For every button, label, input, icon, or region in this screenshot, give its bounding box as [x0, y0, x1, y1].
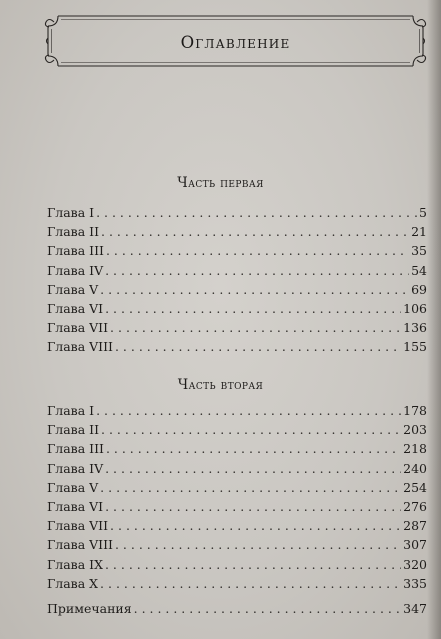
- toc-entry[interactable]: [47, 280, 427, 299]
- chapter-label: Глава II: [47, 422, 100, 438]
- dot-leader: [101, 420, 401, 439]
- toc-entry[interactable]: [47, 535, 427, 554]
- page-number: 276: [403, 498, 427, 514]
- dot-leader: [100, 280, 409, 299]
- toc-entry[interactable]: [47, 555, 427, 574]
- part-two-heading: Часть вторая: [177, 377, 264, 393]
- dot-leader: [110, 318, 401, 337]
- chapter-label: Глава VI: [47, 300, 104, 316]
- page-number: 35: [411, 243, 427, 259]
- chapter-label: Глава III: [47, 441, 104, 457]
- toc-entry[interactable]: [47, 478, 427, 497]
- chapter-label: Глава IV: [47, 262, 104, 278]
- dot-leader: [96, 203, 417, 222]
- dot-leader: [106, 241, 409, 260]
- chapter-label: Глава IX: [47, 556, 103, 572]
- page-number: 136: [403, 320, 427, 336]
- toc-entry[interactable]: [47, 318, 427, 337]
- chapter-label: Глава I: [47, 403, 95, 418]
- dot-leader: [115, 535, 401, 554]
- page-number: 320: [403, 556, 427, 572]
- page-number: 69: [411, 281, 427, 297]
- page-number: 335: [403, 575, 427, 591]
- dot-leader: [105, 261, 409, 280]
- toc-entry[interactable]: [47, 299, 427, 318]
- notes-section: [47, 599, 427, 618]
- title-ornament-frame: [44, 12, 427, 70]
- chapter-label: Глава VIII: [47, 339, 113, 355]
- toc-entry[interactable]: [47, 337, 427, 356]
- page-number: 347: [403, 601, 427, 616]
- page-number: 218: [403, 441, 427, 457]
- chapter-label: Глава II: [47, 224, 100, 240]
- toc-entry[interactable]: [47, 497, 427, 516]
- dot-leader: [105, 299, 401, 318]
- chapter-label: Глава VIII: [47, 537, 113, 553]
- page-number: 203: [403, 422, 427, 438]
- chapter-label: Глава V: [47, 479, 99, 495]
- chapter-label: Глава III: [47, 243, 104, 259]
- page-number: 307: [403, 537, 427, 553]
- toc-entry[interactable]: [47, 574, 427, 593]
- page-number: 240: [403, 460, 427, 476]
- toc-entry[interactable]: [47, 203, 427, 222]
- toc-entry[interactable]: [47, 222, 427, 241]
- page-number: 54: [411, 262, 427, 278]
- toc-entry[interactable]: [47, 459, 427, 478]
- chapter-label: Глава X: [47, 575, 99, 591]
- chapter-label: Глава VII: [47, 320, 109, 336]
- dot-leader: [96, 401, 401, 420]
- dot-leader: [134, 599, 402, 618]
- toc-entry[interactable]: [47, 420, 427, 439]
- toc-entry[interactable]: [47, 241, 427, 260]
- page-number: 155: [403, 339, 427, 355]
- chapter-label: Глава V: [47, 281, 99, 297]
- page-number: 106: [403, 300, 427, 316]
- part-one-heading: Часть первая: [177, 175, 264, 191]
- chapter-label: Глава VI: [47, 498, 104, 514]
- dot-leader: [115, 337, 401, 356]
- toc-entry[interactable]: [47, 261, 427, 280]
- dot-leader: [100, 478, 401, 497]
- dot-leader: [101, 222, 409, 241]
- dot-leader: [105, 497, 401, 516]
- toc-entry[interactable]: [47, 401, 427, 420]
- page-number: 287: [403, 518, 427, 534]
- notes-label: Примечания: [47, 601, 132, 616]
- chapter-label: Глава IV: [47, 460, 104, 476]
- page-number: 178: [403, 403, 427, 418]
- chapter-label: Глава I: [47, 205, 95, 220]
- part-two-list: [47, 401, 427, 593]
- page-title: Оглавление: [180, 33, 291, 52]
- page-number: 5: [419, 205, 427, 220]
- page-number: 21: [411, 224, 427, 240]
- dot-leader: [110, 516, 401, 535]
- toc-entry-notes[interactable]: [47, 599, 427, 618]
- chapter-label: Глава VII: [47, 518, 109, 534]
- page-number: 254: [403, 479, 427, 495]
- part-one-list: [47, 203, 427, 357]
- toc-entry[interactable]: [47, 516, 427, 535]
- dot-leader: [105, 459, 401, 478]
- dot-leader: [106, 439, 401, 458]
- toc-entry[interactable]: [47, 439, 427, 458]
- dot-leader: [100, 574, 401, 593]
- dot-leader: [105, 555, 401, 574]
